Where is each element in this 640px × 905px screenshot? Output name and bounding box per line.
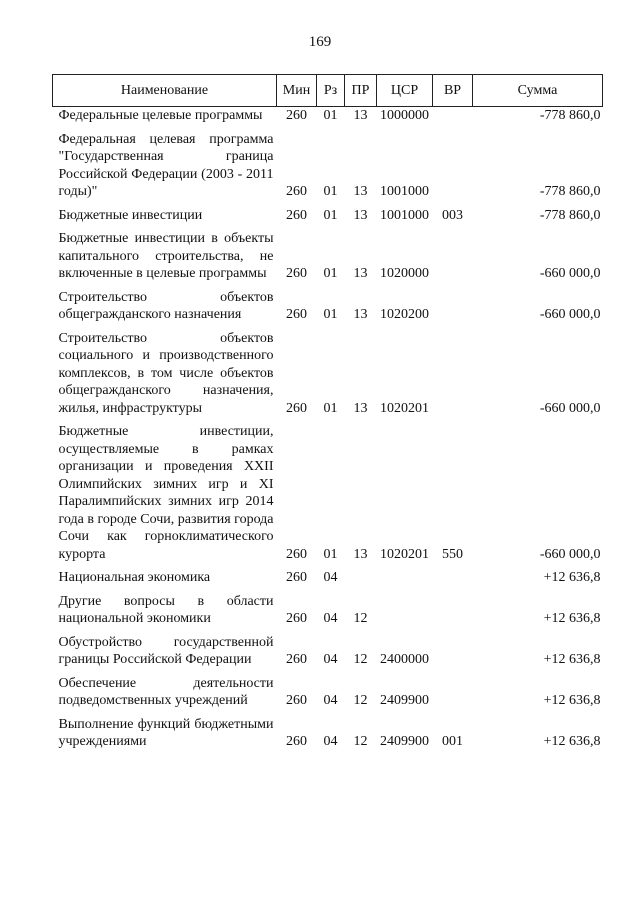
header-pr: ПР [345,75,377,107]
row-sum: -660 000,0 [539,307,601,322]
row-rz: 04 [323,570,338,585]
row-sum: +12 636,8 [543,693,601,708]
row-pr: 12 [353,611,368,626]
row-sum: -660 000,0 [539,400,601,416]
row-pr: 12 [353,734,368,749]
table-row [53,107,603,131]
table-header [53,75,603,107]
table-row [53,569,603,593]
table-row [53,289,603,330]
row-name: Федеральная целевая программа "Государственная граница Российской Федерации (2003 - 2011 годы)" [58,131,274,199]
row-name: Строительство объектов общегражданского назначения [58,289,274,322]
row-csr: 1020200 [380,307,429,322]
row-min: 260 [286,400,307,416]
row-rz: 01 [323,108,338,123]
row-pr: 13 [353,546,368,562]
row-sum: -660 000,0 [539,546,601,562]
row-name: Федеральные целевые программы [58,108,263,123]
table-row [53,207,603,231]
row-csr: 1001000 [380,184,429,199]
row-vr [433,675,473,716]
header-csr: ЦСР [377,75,433,107]
row-sum: -778 860,0 [539,108,601,123]
row-vr [433,107,473,131]
row-rz: 01 [323,546,338,562]
table-row [53,131,603,207]
table-row [53,716,603,757]
row-rz: 04 [323,693,338,708]
row-rz: 01 [323,184,338,199]
row-min: 260 [286,207,307,223]
row-pr: 13 [353,400,368,416]
row-name: Бюджетные инвестиции [58,207,203,223]
row-csr [377,569,433,593]
row-csr: 2409900 [380,693,429,708]
row-min: 260 [286,108,307,123]
row-name: Выполнение функций бюджетными учреждениями [58,716,274,749]
row-rz: 01 [323,400,338,416]
row-name: Национальная экономика [58,570,211,585]
row-pr: 13 [353,108,368,123]
row-name: Обеспечение деятельности подведомственных учреждений [58,675,274,708]
row-csr: 1020000 [380,266,429,281]
header-name: Наименование [53,75,277,107]
row-vr [433,131,473,207]
row-vr: 001 [442,734,463,749]
row-vr [433,330,473,424]
row-name: Бюджетные инвестиции в объекты капитального строительства, не включенные в целевые программы [58,231,274,281]
row-vr: 550 [442,546,463,562]
row-name: Строительство объектов социального и производственного комплексов, в том числе объектов общегражданского назначения, жилья, инфраструктуры [58,330,274,416]
row-rz: 04 [323,652,338,667]
row-csr: 1001000 [380,207,429,223]
row-vr: 003 [442,207,463,223]
table-row [53,230,603,289]
row-vr [433,230,473,289]
row-rz: 04 [323,734,338,749]
row-min: 260 [286,734,307,749]
row-sum: +12 636,8 [543,652,601,667]
table-row [53,675,603,716]
row-min: 260 [286,570,307,585]
row-csr: 1020201 [380,546,429,562]
row-sum: +12 636,8 [543,734,601,749]
row-rz: 01 [323,207,338,223]
table-body [53,107,603,757]
row-sum: +12 636,8 [543,570,601,585]
row-sum: +12 636,8 [543,611,601,626]
table-row [53,330,603,424]
header-sum: Сумма [473,75,603,107]
header-min: Мин [277,75,317,107]
row-pr [345,569,377,593]
table-row [53,593,603,634]
row-min: 260 [286,652,307,667]
row-csr: 1020201 [380,400,429,416]
row-rz: 01 [323,307,338,322]
page-number: 169 [308,34,332,50]
row-pr: 13 [353,307,368,322]
row-pr: 13 [353,266,368,281]
row-vr [433,593,473,634]
row-csr: 1000000 [380,108,429,123]
budget-table [52,74,603,757]
row-rz: 04 [323,611,338,626]
row-min: 260 [286,307,307,322]
row-min: 260 [286,693,307,708]
row-name: Бюджетные инвестиции, осуществляемые в рамках организации и проведения XXII Олимпийских зимних игр и XI Паралимпийских зимних игр 2014 года в городе Сочи, развития города Сочи как горноклиматического курорта [58,424,274,562]
row-sum: -660 000,0 [539,266,601,281]
row-sum: -778 860,0 [539,207,601,223]
row-min: 260 [286,546,307,562]
row-vr [433,634,473,675]
row-name: Обустройство государственной границы Российской Федерации [58,634,274,667]
row-sum: -778 860,0 [539,184,601,199]
row-csr: 2409900 [380,734,429,749]
table-row [53,634,603,675]
table-row [53,423,603,569]
row-pr: 13 [353,184,368,199]
row-csr [377,593,433,634]
row-vr [433,569,473,593]
row-name: Другие вопросы в области национальной экономики [58,593,274,626]
row-min: 260 [286,611,307,626]
row-min: 260 [286,266,307,281]
row-vr [433,289,473,330]
row-rz: 01 [323,266,338,281]
row-pr: 12 [353,693,368,708]
row-min: 260 [286,184,307,199]
header-vr: ВР [433,75,473,107]
row-pr: 13 [353,207,368,223]
row-csr: 2400000 [380,652,429,667]
header-rz: Рз [317,75,345,107]
row-pr: 12 [353,652,368,667]
